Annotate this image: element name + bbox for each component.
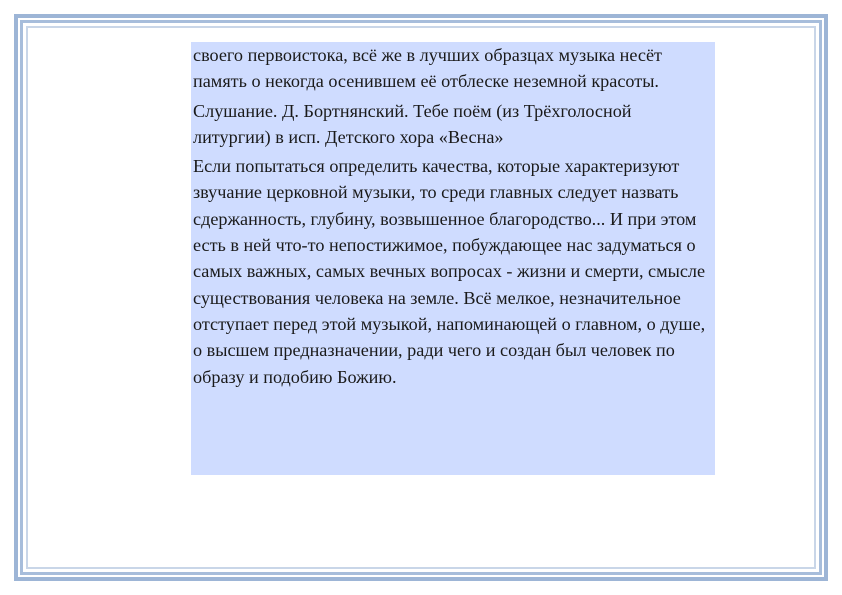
paragraph-description: Если попытаться определить качества, которые характеризуют звучание церковной музыки, то среди главных следует назвать сдержанность, глубину, возвышенное благородство... И при этом есть в ней что-то непостижимое, побуждающее нас задуматься о самых важных, самых вечных вопросах - жизни и смерти, смысле существования человека на земле. Всё мелкое, незначительное отступает перед этой музыкой, напоминающей о главном, о душе, о высшем предназначении, ради чего и создан был человек по образу и подобию Божию. xyxy=(193,156,706,387)
text-block xyxy=(191,42,715,475)
paragraph-listening: Слушание. Д. Бортнянский. Тебе поём (из Трёхголосной литургии) в исп. Детского хора «Весна» xyxy=(193,100,632,147)
paragraph-intro: своего первоистока, всё же в лучших образцах музыка несёт память о некогда осенившем её отблеске неземной красоты. xyxy=(193,45,662,92)
